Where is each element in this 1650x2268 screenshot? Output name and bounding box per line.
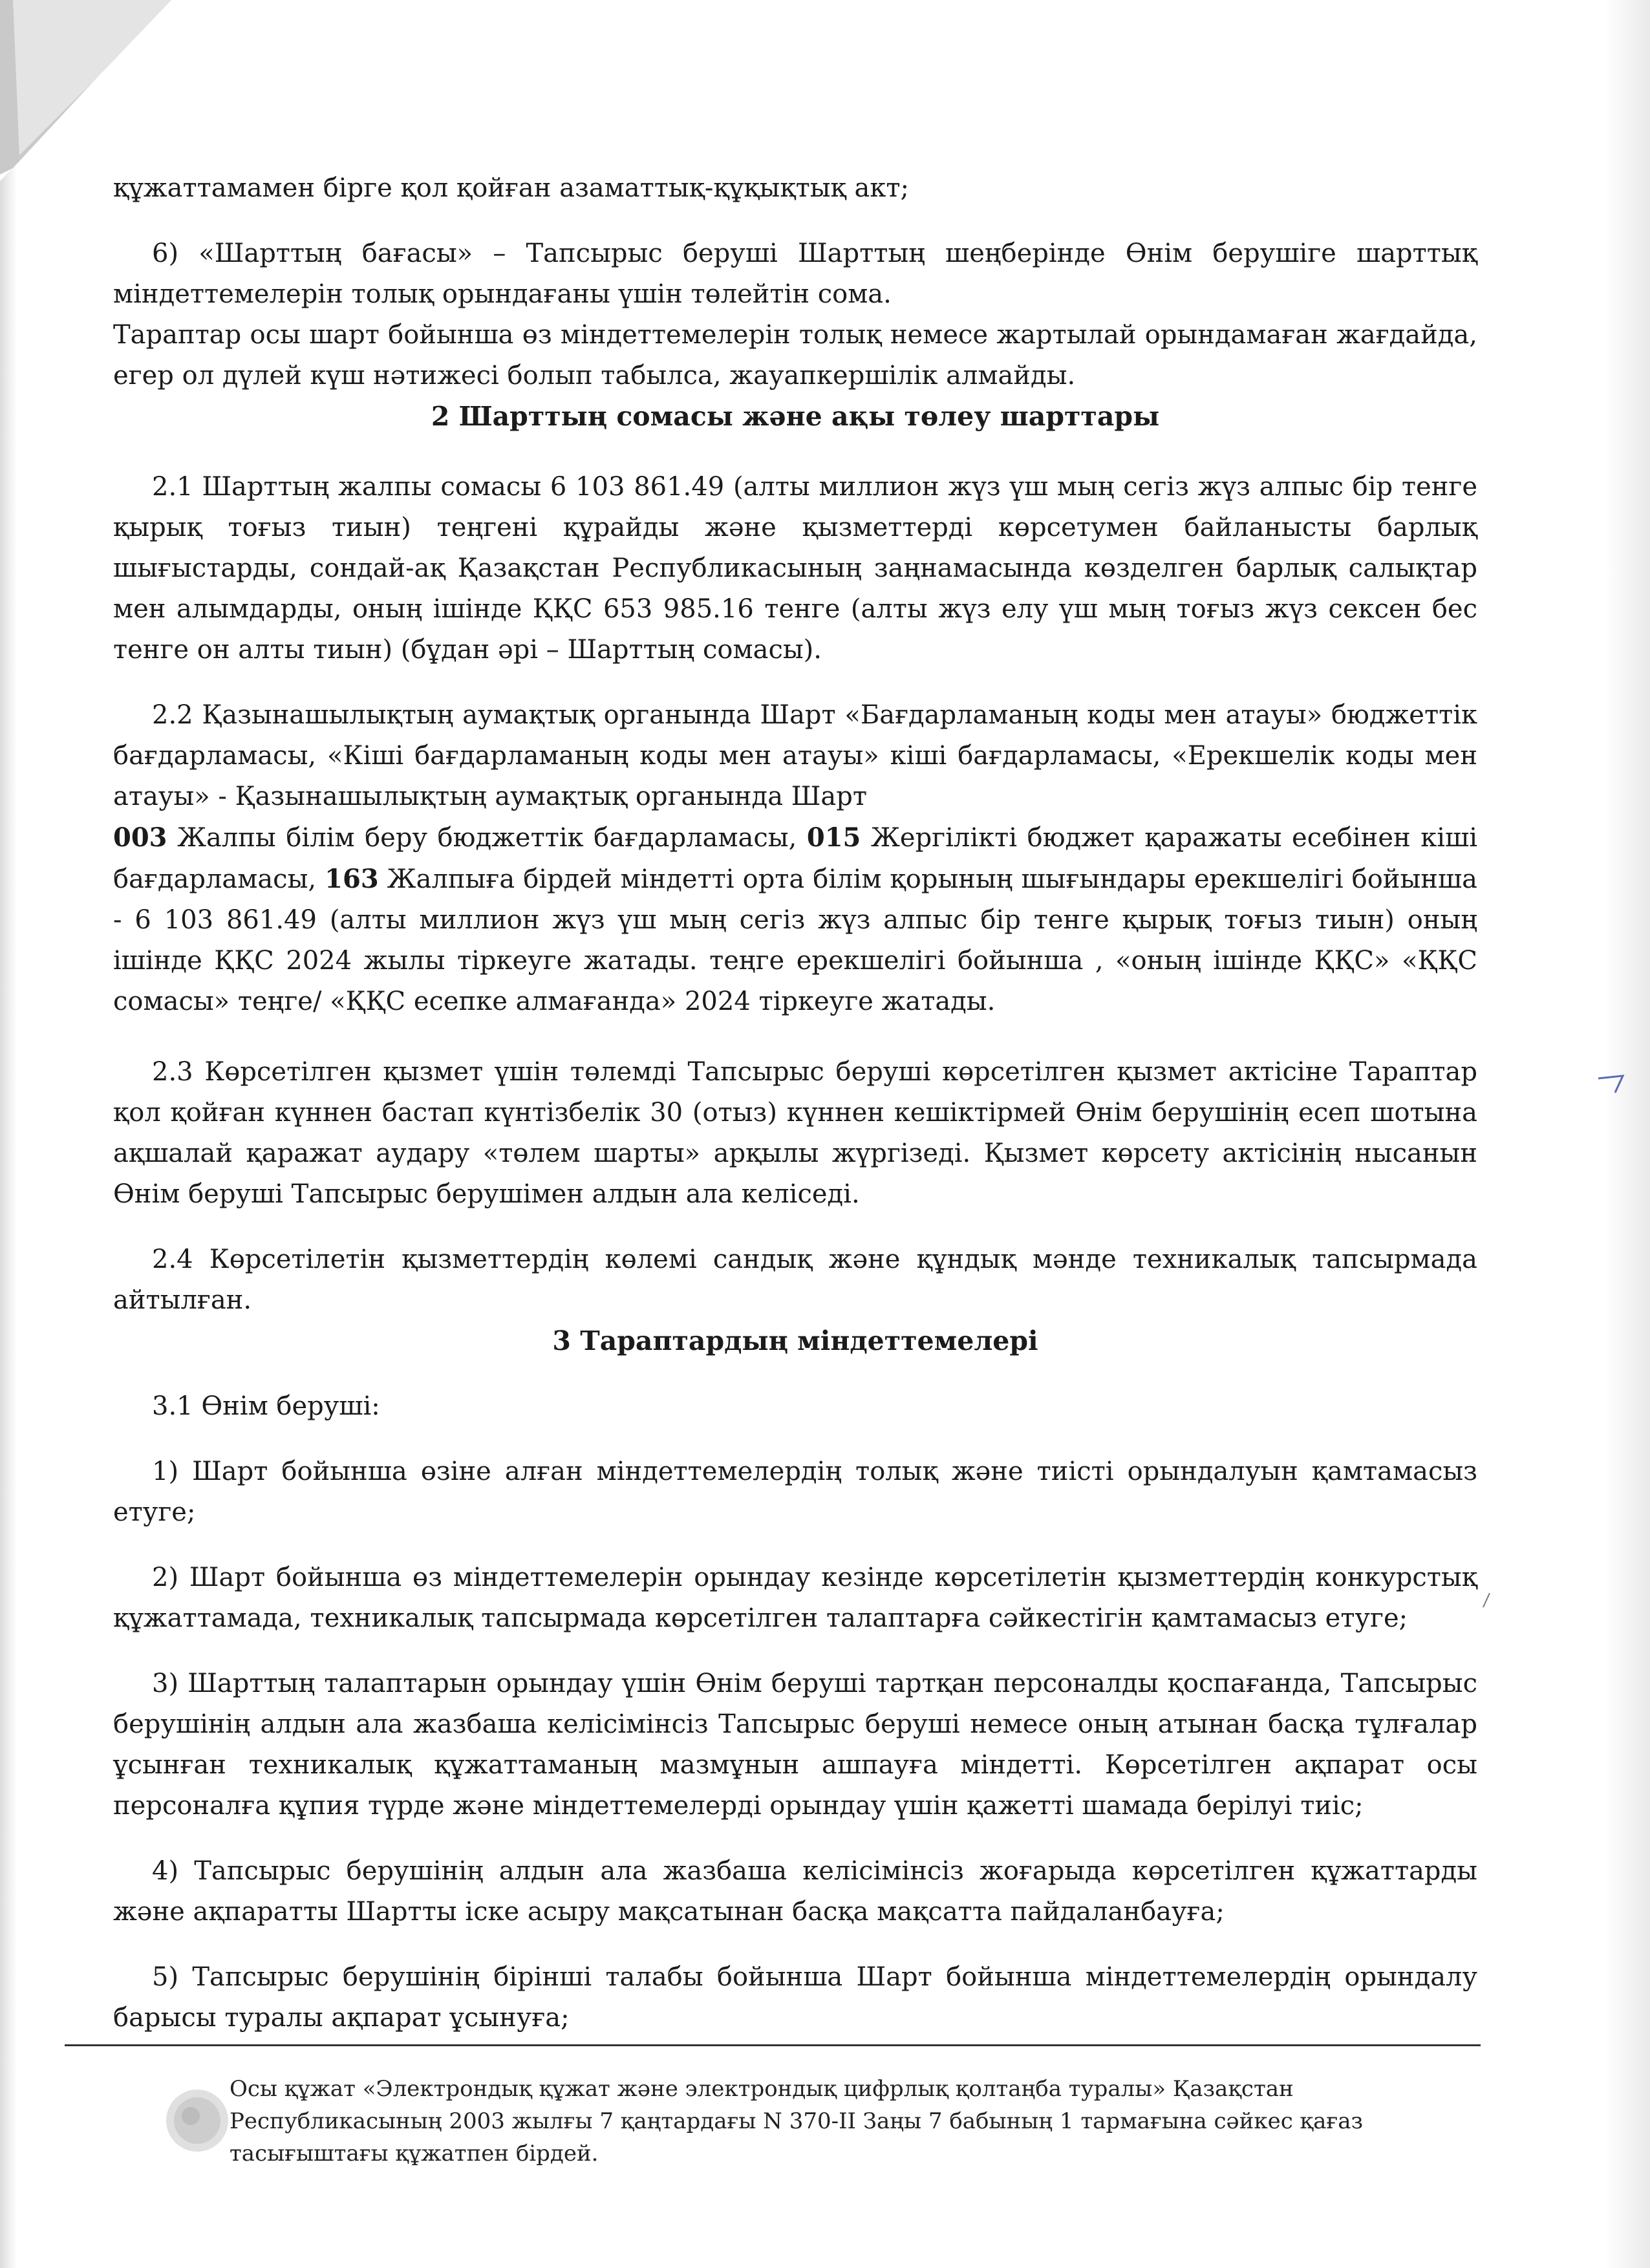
section-3-heading: 3 Тараптардың міндеттемелері (552, 1325, 1038, 1356)
paragraph-2-2-part-a: 2.2 Қазынашылықтың аумақтық органында Шарт «Бағдарламаның коды мен атауы» бюджеттік бағдарламасы, «Кіші бағдарламаның коды мен атауы» кіші бағдарламасы, «Ерекшелік коды мен атауы» - Қазынашылықтың аумақтық органында Шарт (113, 700, 1477, 811)
paragraph-definition-6: 6) «Шарттың бағасы» – Тапсырыс беруші Шарттың шеңберінде Өнім берушіге шарттық міндеттемелерін толық орындағаны үшін төлейтін сома. (113, 239, 1477, 309)
paragraph-2-2-part-c: Жергілікті бюджет қаражаты есебінен кіші бағдарламасы, (113, 823, 1478, 894)
document-body (113, 168, 1477, 2038)
paragraph-2-2-part-b: Жалпы білім беру бюджеттік бағдарламасы, (167, 823, 807, 853)
paragraph-force-majeure: Тараптар осы шарт бойынша өз міндеттемелерін толық немесе жартылай орындамаған жағдайда, егер ол дүлей күш нәтижесі болып табылса, жауапкершілік алмайды. (113, 320, 1477, 390)
specifics-code: 163 (325, 864, 379, 894)
footer-certification: Осы құжат «Электрондық құжат және электрондық цифрлық қолтаңба туралы» Қазақстан Республикасының 2003 жылғы 7 қаңтардағы N 370-II Заңы 7 бабының 1 тармағына сәйкес қағаз тасығыштағы құжатпен бірдей. (230, 2076, 1364, 2166)
program-code: 003 (113, 822, 167, 853)
paragraph-2-4: 2.4 Көрсетілетін қызметтердің көлемі сандық және құндық мәнде техникалық тапсырмада айтылған. (113, 1245, 1477, 1315)
paragraph-3-1: 3.1 Өнім беруші: (152, 1391, 380, 1421)
subprogram-code: 015 (806, 822, 861, 853)
footer-divider (65, 2044, 1481, 2046)
pen-mark-icon (1597, 1073, 1629, 1099)
paragraph-2-3: 2.3 Көрсетілген қызмет үшін төлемді Тапсырыс беруші көрсетілген қызмет актісіне Тараптар қол қойған күннен бастап күнтізбелік 30 (отыз) күннен кешіктірмей Өнім берушінің есеп шотына ақшалай қаражат аудару «төлем шарты» арқылы жүргізеді. Қызмет көрсету актісінің нысанын Өнім беруші Тапсырыс берушімен алдын ала келіседі. (113, 1057, 1477, 1209)
paragraph-3-1-1: 1) Шарт бойынша өзіне алған міндеттемелердің толық және тиісті орындалуын қамтамасыз етуге; (113, 1457, 1477, 1527)
section-2-heading: 2 Шарттың сомасы және ақы төлеу шарттары (431, 401, 1160, 432)
scan-right-edge (1605, 0, 1650, 2268)
scan-left-edge (0, 0, 17, 2268)
paragraph-3-1-4: 4) Тапсырыс берушінің алдын ала жазбаша келісімінсіз жоғарыда көрсетілген құжаттарды және ақпаратты Шартты іске асыру мақсатынан басқа мақсатта пайдаланбауға; (113, 1856, 1477, 1927)
paragraph-2-2 (113, 695, 1477, 1022)
paragraph-continuation: құжаттамамен бірге қол қойған азаматтық-құқықтық акт; (113, 173, 909, 203)
paragraph-3-1-2: 2) Шарт бойынша өз міндеттемелерін орындау кезінде көрсетілетін қызметтердің конкурстық құжаттамада, техникалық тапсырмада көрсетілген талаптарға сәйкестігін қамтамасыз етуге; (113, 1563, 1477, 1633)
paragraph-2-2-part-d: Жалпыға бірдей міндетті орта білім қорының шығындары ерекшелігі бойынша - 6 103 861.49 (алты миллион жүз үш мың сегіз жүз алпыс бір тенге қырық тоғыз тиын) оның ішінде ҚҚС 2024 жылы тіркеуге жатады. теңге ерекшелігі бойынша , «оның ішінде ҚҚС» «ҚҚС сомасы» теңге/ «ҚҚС есепке алмағанда» 2024 тіркеуге жатады. (113, 864, 1477, 1016)
paragraph-3-1-3: 3) Шарттың талаптарын орындау үшін Өнім беруші тартқан персоналды қоспағанда, Тапсырыс берушінің алдын ала жазбаша келісімінсіз Тапсырыс беруші немесе оның атынан басқа тұлғалар ұсынған техникалық құжаттаманың мазмұнын ашпауға міндетті. Көрсетілген ақпарат осы персоналға құпия түрде және міндеттемелерді орындау үшін қажетті шамада берілуі тиіс; (113, 1669, 1477, 1821)
paragraph-3-1-5: 5) Тапсырыс берушінің бірінші талабы бойынша Шарт бойынша міндеттемелердің орындалу барысы туралы ақпарат ұсынуға; (113, 1962, 1477, 2033)
paragraph-2-1: 2.1 Шарттың жалпы сомасы 6 103 861.49 (алты миллион жүз үш мың сегіз жүз алпыс бір тенге қырық тоғыз тиын) теңгені құрайды және қызметтерді көрсетумен байланысты барлық шығыстарды, сондай-ақ Қазақстан Республикасының заңнамасында көзделген барлық салықтар мен алымдарды, оның ішінде ҚҚС 653 985.16 тенге (алты жүз елу үш мың тоғыз жүз сексен бес тенге он алты тиын) (бұдан әрі – Шарттың сомасы). (113, 472, 1477, 665)
pen-tick-icon (1481, 1590, 1494, 1610)
stamp-icon (162, 2085, 233, 2156)
folded-corner (0, 0, 175, 181)
